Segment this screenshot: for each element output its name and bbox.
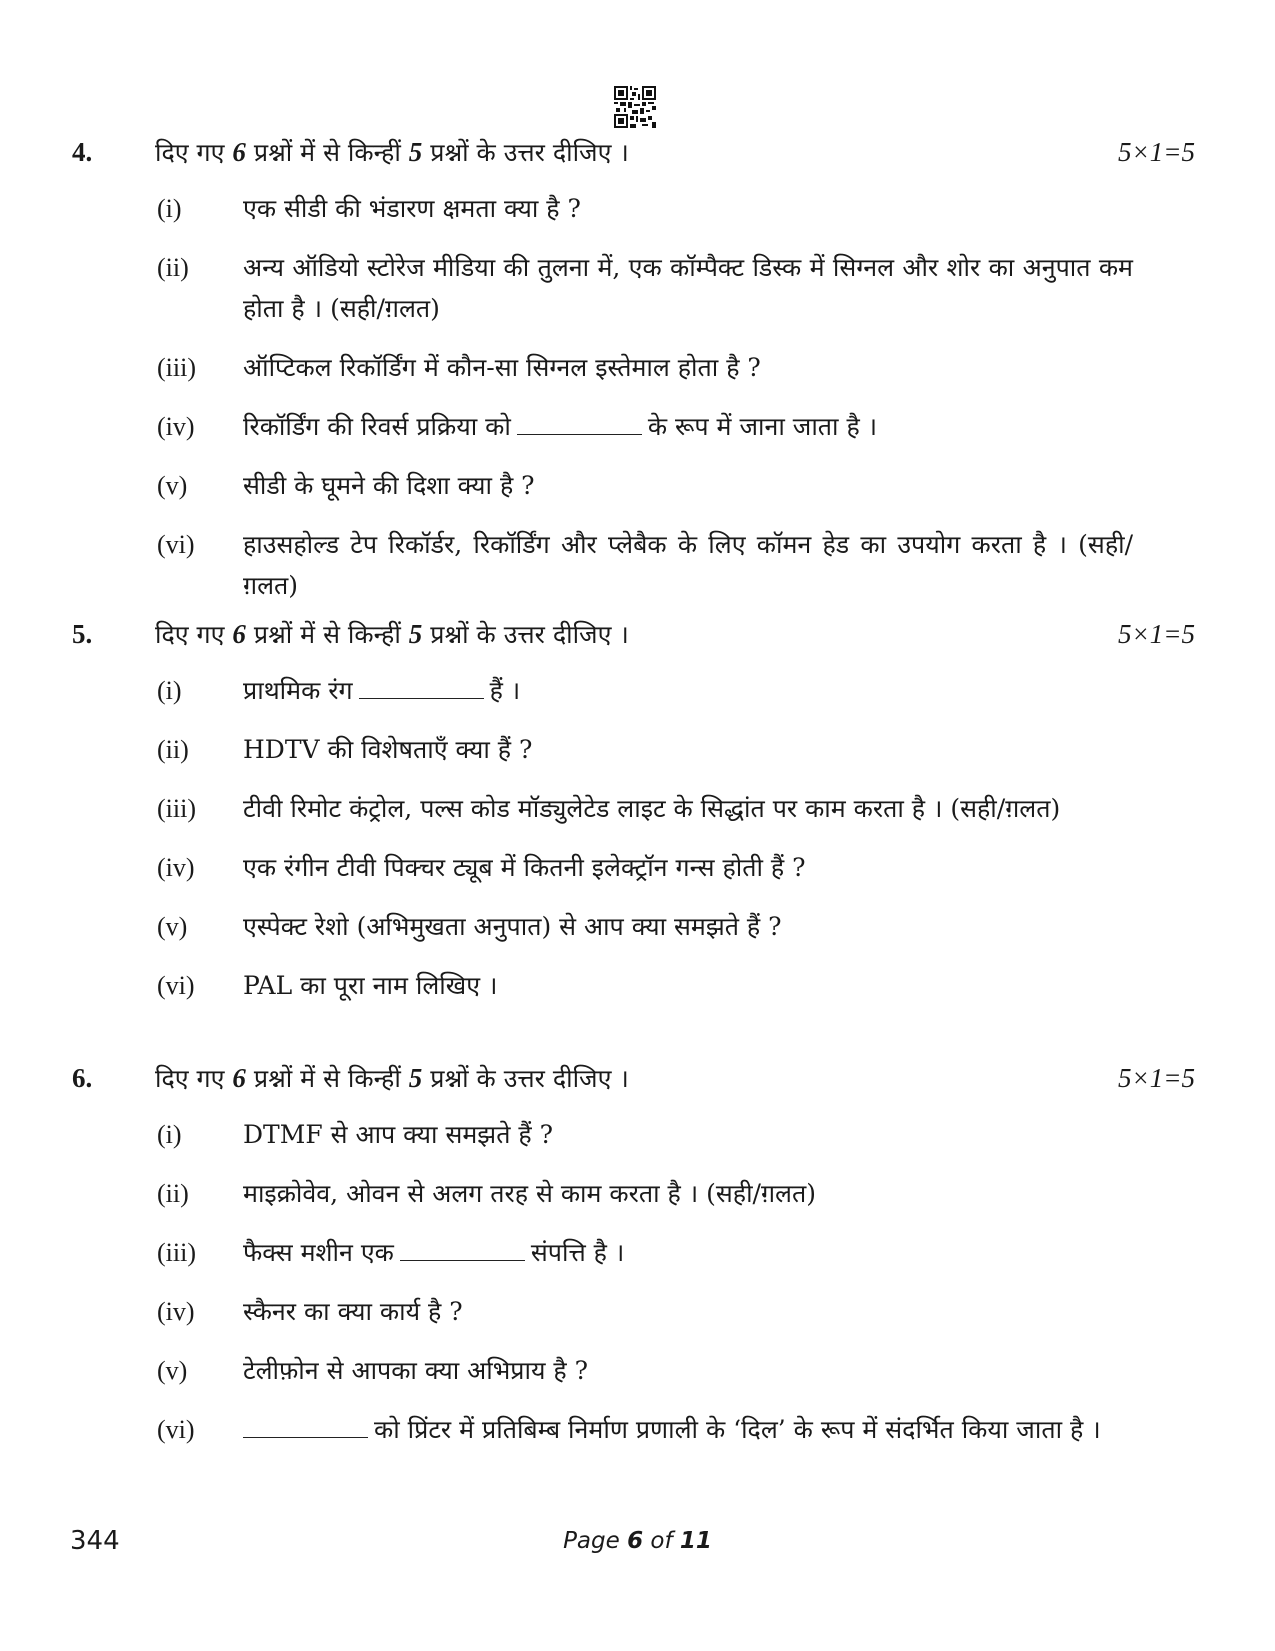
question-header — [0, 1058, 1275, 1098]
sub-question — [0, 1173, 1275, 1214]
sub-question-text: टीवी रिमोट कंट्रोल, पल्स कोड मॉड्युलेटेड लाइट के सिद्धांत पर काम करता है । (सही/ग़लत) — [243, 794, 1061, 823]
answer-blank — [517, 412, 642, 435]
sub-question — [0, 524, 1275, 606]
sub-question-text: सीडी के घूमने की दिशा क्या है ? — [243, 471, 535, 500]
question-header — [0, 132, 1275, 172]
question-5 — [0, 614, 1275, 1024]
sub-question-number: (iv) — [157, 1297, 195, 1326]
sub-question-number: (v) — [157, 1356, 188, 1385]
sub-question-number: (v) — [157, 471, 188, 500]
sub-question-number: (vi) — [157, 1415, 195, 1444]
question-marks: 5×1=5 — [1118, 137, 1195, 167]
question-marks: 5×1=5 — [1118, 619, 1195, 649]
answer-blank — [359, 676, 484, 699]
question-4 — [0, 132, 1275, 624]
sub-question-text: स्कैनर का क्या कार्य है ? — [243, 1297, 463, 1326]
sub-question — [0, 347, 1275, 388]
sub-question-number: (iii) — [157, 353, 196, 382]
sub-question-text: फैक्स मशीन एक संपत्ति है । — [243, 1238, 625, 1267]
sub-question — [0, 965, 1275, 1006]
sub-question-text: रिकॉर्डिंग की रिवर्स प्रक्रिया को के रूप में जाना जाता है । — [243, 412, 878, 441]
sub-question-number: (vi) — [157, 530, 195, 559]
question-marks: 5×1=5 — [1118, 1063, 1195, 1093]
sub-question-text: DTMF से आप क्या समझते हैं ? — [243, 1120, 554, 1149]
sub-question-number: (iii) — [157, 1238, 196, 1267]
sub-question-number: (iv) — [157, 853, 195, 882]
sub-question — [0, 1114, 1275, 1155]
sub-question — [0, 670, 1275, 711]
sub-question-number: (v) — [157, 912, 188, 941]
sub-question-text: माइक्रोवेव, ओवन से अलग तरह से काम करता है । (सही/ग़लत) — [243, 1179, 816, 1208]
question-header — [0, 614, 1275, 654]
sub-question — [0, 247, 1275, 329]
sub-question-number: (ii) — [157, 253, 189, 282]
question-instruction: दिए गए 6 प्रश्नों में से किन्हीं 5 प्रश्नों के उत्तर दीजिए । — [155, 137, 629, 167]
sub-question-number: (i) — [157, 194, 182, 223]
paper-code: 344 — [70, 1526, 120, 1556]
sub-question-text: PAL का पूरा नाम लिखिए । — [243, 971, 498, 1000]
sub-question — [0, 1232, 1275, 1273]
qr-code-icon — [614, 86, 656, 128]
sub-question — [0, 406, 1275, 447]
sub-question-number: (i) — [157, 676, 182, 705]
sub-question-text: टेलीफ़ोन से आपका क्या अभिप्राय है ? — [243, 1356, 589, 1385]
sub-question — [0, 188, 1275, 229]
question-number: 5. — [72, 619, 93, 649]
sub-question-text: HDTV की विशेषताएँ क्या हैं ? — [243, 735, 533, 764]
sub-question-text: हाउसहोल्ड टेप रिकॉर्डर, रिकॉर्डिंग और प्लेबैक के लिए कॉमन हेड का उपयोग करता है । (सही/ग़लत) — [243, 530, 1133, 600]
page-number: Page 6 of 11 — [563, 1528, 712, 1554]
answer-blank — [243, 1415, 368, 1438]
sub-question-number: (iii) — [157, 794, 196, 823]
sub-question — [0, 1409, 1275, 1450]
question-instruction: दिए गए 6 प्रश्नों में से किन्हीं 5 प्रश्नों के उत्तर दीजिए । — [155, 619, 629, 649]
sub-question-text: एक रंगीन टीवी पिक्चर ट्यूब में कितनी इलेक्ट्रॉन गन्स होती हैं ? — [243, 853, 806, 882]
sub-question-text: को प्रिंटर में प्रतिबिम्ब निर्माण प्रणाली के ‘दिल’ के रूप में संदर्भित किया जाता है । — [243, 1409, 1133, 1450]
sub-question — [0, 465, 1275, 506]
answer-blank — [400, 1238, 525, 1261]
question-number: 6. — [72, 1063, 93, 1093]
question-6 — [0, 1058, 1275, 1468]
sub-question — [0, 1291, 1275, 1332]
sub-question-text: अन्य ऑडियो स्टोरेज मीडिया की तुलना में, एक कॉम्पैक्ट डिस्क में सिग्नल और शोर का अनुपात कम होता है । (सही/ग़लत) — [243, 253, 1133, 323]
question-number: 4. — [72, 137, 93, 167]
sub-question-text: एस्पेक्ट रेशो (अभिमुखता अनुपात) से आप क्या समझते हैं ? — [243, 912, 782, 941]
sub-question-number: (ii) — [157, 1179, 189, 1208]
sub-question-number: (ii) — [157, 735, 189, 764]
sub-question-number: (i) — [157, 1120, 182, 1149]
sub-question — [0, 1350, 1275, 1391]
sub-question — [0, 729, 1275, 770]
sub-question — [0, 847, 1275, 888]
question-instruction: दिए गए 6 प्रश्नों में से किन्हीं 5 प्रश्नों के उत्तर दीजिए । — [155, 1063, 629, 1093]
sub-question-number: (iv) — [157, 412, 195, 441]
sub-question-text: एक सीडी की भंडारण क्षमता क्या है ? — [243, 194, 581, 223]
sub-question-text: ऑप्टिकल रिकॉर्डिंग में कौन-सा सिग्नल इस्तेमाल होता है ? — [243, 353, 761, 382]
sub-question-text: प्राथमिक रंग हैं । — [243, 676, 521, 705]
sub-question-number: (vi) — [157, 971, 195, 1000]
page-footer — [0, 1526, 1275, 1566]
sub-question — [0, 906, 1275, 947]
sub-question — [0, 788, 1275, 829]
